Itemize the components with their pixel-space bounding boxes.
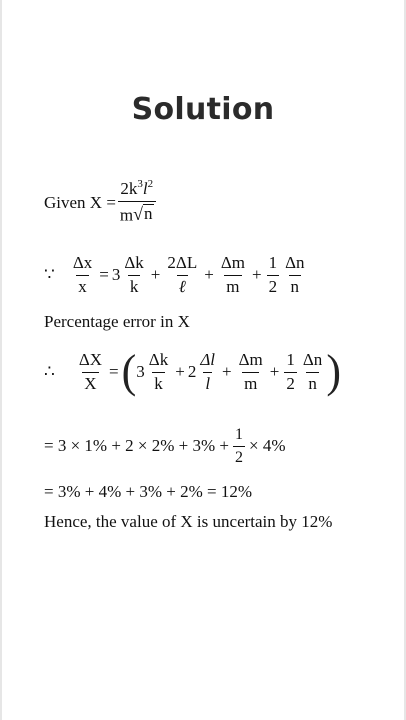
given-denominator: m √ n (118, 201, 156, 225)
sqrt-sign: √ n (133, 203, 153, 225)
pct-term-n: $\frac{\Delta n}{n}$ (302, 349, 323, 393)
percentage-equation: ∴ $\frac{\Delta X}{X}$ = ( 3 $\frac{\Delta k}{k}$ + 2 $\frac{\Delta l}{l}$ + $\frac{\Delta m}{m}$ + $\frac{1}{2}$ $\frac{\Delta n}{n}$ ) (44, 345, 341, 398)
therefore-symbol: ∴ (44, 362, 55, 381)
given-equation (44, 180, 158, 225)
calculation-step-1: = 3 × 1% + 2 × 2% + 3% + $\frac{1}{2}$ × 4% (44, 426, 286, 466)
term-m-fraction: $\frac{\Delta m}{m}$ (220, 253, 245, 296)
step-half-fraction: $\frac{1}{2}$ (235, 426, 244, 466)
page-title: Solution (131, 92, 275, 127)
half-fraction: $\frac{1}{2}$ (268, 253, 278, 296)
given-numerator: $2k^3l^2$ (120, 178, 154, 198)
given-fraction (118, 180, 156, 225)
because-symbol: ∵ (44, 265, 55, 285)
pct-term-k: $\frac{\Delta k}{k}$ (148, 349, 169, 393)
lhs-fraction-X: $\frac{\Delta X}{X}$ (78, 349, 103, 393)
pct-term-m: $\frac{\Delta m}{m}$ (238, 349, 263, 393)
calculation-step-2: = 3% + 4% + 3% + 2% = 12% (44, 482, 252, 501)
pct-half: $\frac{1}{2}$ (286, 349, 295, 393)
term-n-fraction: $\frac{\Delta n}{n}$ (285, 253, 305, 296)
term-k-fraction: $\frac{\Delta k}{k}$ (124, 253, 144, 296)
left-paren: ( (121, 345, 137, 398)
given-label: Given X = (44, 192, 116, 212)
lhs-fraction: $\frac{\Delta x}{x}$ (72, 253, 93, 296)
pct-term-l: $\frac{\Delta l}{l}$ (200, 349, 216, 393)
error-equation: ∵ $\frac{\Delta x}{x}$ = 3 $\frac{\Delta k}{k}$ + $\frac{2\Delta L}{\text{ℓ}}$ + $\frac{\Delta m}{m}$ + $\frac{1}{2}$ $\frac{\Delta n}{n}$ (44, 253, 305, 296)
conclusion: Hence, the value of X is uncertain by 12% (44, 512, 333, 531)
percentage-label: Percentage error in X (44, 312, 190, 331)
right-paren: ) (326, 345, 341, 398)
term-l-fraction: $\frac{2\Delta L}{\text{ℓ}}$ (167, 253, 198, 296)
